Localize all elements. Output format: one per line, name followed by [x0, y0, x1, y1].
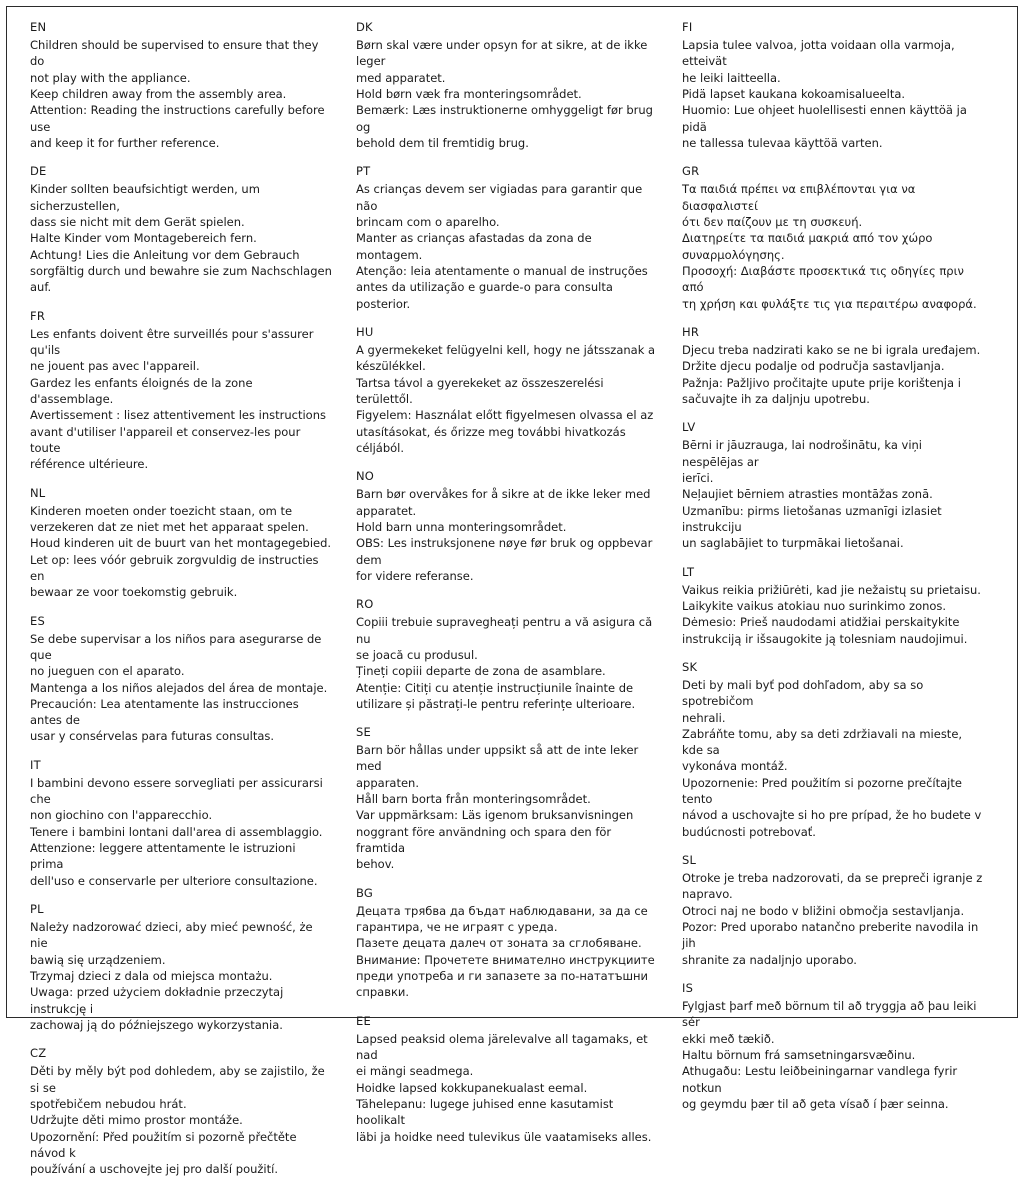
instruction-line: noggrant före användning och spara den för framtida [356, 824, 612, 856]
instruction-line: utasításokat, és őrizze meg további hivatkozás céljából. [356, 424, 626, 455]
language-code: GR [682, 164, 700, 179]
language-block [682, 325, 984, 407]
language-code: BG [356, 885, 373, 900]
instruction-line: brincam com o aparelho. [356, 214, 500, 229]
instruction-text [682, 342, 984, 407]
instruction-line: med apparatet. [356, 70, 446, 85]
instruction-line: verzekeren dat ze niet met het apparaat spelen. [30, 519, 309, 534]
instruction-line: Пазете децата далеч от зоната за сглобяване. [356, 936, 642, 951]
instruction-line: Fylgjast þarf með börnum til að tryggja að þau leiki sér [682, 999, 977, 1030]
instruction-line: Se debe supervisar a los niños para asegurarse de que [30, 631, 322, 662]
instruction-line: Manter as crianças afastadas da zona de montagem. [356, 231, 592, 262]
instruction-line: Διατηρείτε τα παιδιά μακριά από τον χώρο [682, 231, 933, 246]
instruction-line: гарантира, че не играят с уреда. [356, 920, 558, 935]
instruction-line: shranite za nadaljnjo uporabo. [682, 952, 857, 967]
language-block [356, 597, 658, 712]
instruction-line: Atenção: leia atentamente o manual de instruções [356, 263, 648, 278]
language-column [356, 20, 682, 1158]
instruction-line: I bambini devono essere sorvegliati per assicurarsi che [30, 775, 323, 807]
instruction-line: As crianças devem ser vigiadas para garantir que não [356, 182, 643, 213]
language-code: CZ [30, 1046, 47, 1061]
instruction-line: Attenzione: leggere attentamente le istruzioni prima [30, 841, 296, 872]
instruction-line: Atenție: Citiți cu atenție instrucțiunile înainte de [356, 680, 634, 695]
instruction-line: ne jouent pas avec l'appareil. [30, 359, 200, 374]
language-block [30, 20, 332, 151]
instruction-line: Trzymaj dzieci z dala od miejsca montażu. [30, 969, 273, 984]
instruction-line: Vaikus reikia prižiūrėti, kad jie nežaistų su prietaisu. [682, 582, 981, 597]
instruction-line: Bērni ir jāuzrauga, lai nodrošinātu, ka viņi nespēlējas ar [682, 438, 923, 469]
instruction-line: sorgfältig durch und bewahre sie zum Nachschlagen [30, 263, 332, 278]
instruction-line: справки. [356, 985, 410, 1000]
language-block [682, 981, 984, 1112]
instruction-line: un saglabājiet to turpmākai lietošanai. [682, 536, 904, 551]
instruction-line: Upozornenie: Pred použitím si pozorne prečítajte tento [682, 775, 962, 807]
instruction-text [30, 503, 332, 601]
instruction-line: auf. [30, 280, 52, 295]
language-code: SK [682, 659, 698, 674]
instruction-line: Achtung! Lies die Anleitung vor dem Gebrauch [30, 247, 300, 262]
instruction-line: преди употреба и ги запазете за по-нататъшни [356, 969, 649, 984]
instruction-line: Uwaga: przed użyciem dokładnie przeczytaj instrukcję i [30, 985, 284, 1016]
instruction-text [682, 870, 984, 968]
instruction-line: Deti by mali byť pod dohľadom, aby sa so spotrebičom [682, 677, 924, 709]
instruction-text [30, 775, 332, 889]
instruction-line: Pozor: Pred uporabo natančno preberite navodila in jih [682, 920, 979, 951]
instruction-line: τη χρήση και φυλάξτε τις για περαιτέρω αναφορά. [682, 296, 977, 311]
language-code: RO [356, 597, 374, 612]
instruction-text [682, 37, 984, 151]
instruction-line: behold dem til fremtidig brug. [356, 135, 529, 150]
instruction-text [30, 326, 332, 473]
language-block [356, 20, 658, 151]
instruction-line: Djecu treba nadzirati kako se ne bi igrala uređajem. [682, 342, 981, 357]
instruction-line: Athugaðu: Lestu leiðbeiningarnar vandlega fyrir notkun [682, 1064, 958, 1095]
language-code: DE [30, 164, 47, 179]
instruction-line: Udržujte děti mimo prostor montáže. [30, 1113, 243, 1128]
language-block [30, 758, 332, 889]
instruction-line: Figyelem: Használat előtt figyelmesen olvassa el az [356, 408, 654, 423]
instruction-line: apparaten. [356, 775, 419, 790]
language-code: ES [30, 613, 45, 628]
instruction-line: bawią się urządzeniem. [30, 952, 166, 967]
instruction-line: Laikykite vaikus atokiau nuo surinkimo zonos. [682, 598, 947, 613]
instruction-line: ei mängi seadmega. [356, 1064, 474, 1079]
instruction-line: készülékkel. [356, 359, 426, 374]
instruction-line: Tähelepanu: lugege juhised enne kasutamist hoolikalt [356, 1097, 614, 1128]
instruction-text [682, 998, 984, 1112]
instruction-text [682, 437, 984, 551]
instruction-line: Προσοχή: Διαβάστε προσεκτικά τις οδηγίες πριν από [682, 263, 964, 295]
instruction-line: Houd kinderen uit de buurt van het montagegebied. [30, 536, 332, 551]
instruction-line: budúcnosti potrebovať. [682, 824, 816, 839]
instruction-line: ne tallessa tulevaa käyttöä varten. [682, 135, 883, 150]
language-block [682, 853, 984, 968]
instruction-line: vykonáva montáž. [682, 759, 788, 774]
instruction-line: Børn skal være under opsyn for at sikre, at de ikke leger [356, 38, 648, 69]
language-block [682, 660, 984, 840]
instruction-line: Precaución: Lea atentamente las instrucciones antes de [30, 696, 299, 728]
instruction-line: Haltu börnum frá samsetningarsvæðinu. [682, 1048, 916, 1063]
instruction-line: Avertissement : lisez attentivement les instructions [30, 408, 326, 423]
instruction-line: dell'uso e conservarle per ulteriore consultazione. [30, 873, 318, 888]
instruction-line: Otroke je treba nadzorovati, da se prepreči igranje z [682, 871, 983, 886]
language-block [30, 614, 332, 745]
language-block [30, 1046, 332, 1177]
instruction-line: non giochino con l'apparecchio. [30, 808, 213, 823]
instruction-text [356, 37, 658, 151]
language-code: NL [30, 485, 46, 500]
instruction-line: Lapsia tulee valvoa, jotta voidaan olla varmoja, etteivät [682, 38, 955, 69]
language-code: PT [356, 164, 371, 179]
language-block [30, 309, 332, 473]
language-code: FR [30, 308, 46, 323]
instruction-text [356, 742, 658, 873]
instruction-line: Hold børn væk fra monteringsområdet. [356, 86, 582, 101]
instruction-line: bewaar ze voor toekomstig gebruik. [30, 585, 238, 600]
instruction-text [682, 582, 984, 647]
instruction-text [30, 631, 332, 745]
instruction-line: Kinderen moeten onder toezicht staan, om te [30, 503, 293, 518]
language-code: LT [682, 564, 695, 579]
instruction-line: avant d'utiliser l'appareil et conservez-les pour toute [30, 424, 301, 455]
language-code: DK [356, 20, 373, 34]
language-block [356, 725, 658, 873]
instruction-text [356, 614, 658, 712]
instruction-line: zachowaj ją do późniejszego wykorzystania. [30, 1018, 283, 1033]
language-code: IS [682, 981, 694, 996]
instruction-line: utilizare și păstrați-le pentru referințe ulterioare. [356, 696, 636, 711]
instruction-line: Les enfants doivent être surveillés pour s'assurer qu'ils [30, 326, 314, 357]
instruction-line: Keep children away from the assembly area. [30, 86, 287, 101]
instruction-text [30, 1063, 332, 1177]
instruction-line: Bemærk: Læs instruktionerne omhyggeligt før brug og [356, 103, 653, 134]
instruction-line: référence ultérieure. [30, 457, 149, 472]
instruction-line: Upozornění: Před použitím si pozorně přečtěte návod k [30, 1129, 297, 1161]
instruction-line: no jueguen con el aparato. [30, 664, 185, 679]
language-block [682, 565, 984, 647]
instruction-line: and keep it for further reference. [30, 135, 220, 150]
instruction-line: he leiki laitteella. [682, 70, 781, 85]
instruction-line: behov. [356, 857, 395, 872]
instruction-text [356, 342, 658, 456]
language-column [682, 20, 1008, 1125]
instruction-line: läbi ja hoidke need tulevikus üle vaatamiseks alles. [356, 1129, 652, 1144]
instruction-text [356, 486, 658, 584]
instruction-text [682, 181, 984, 312]
instruction-line: Lapsed peaksid olema järelevalve all tagamaks, et nad [356, 1031, 648, 1063]
instruction-line: usar y consérvelas para futuras consultas. [30, 729, 275, 744]
instruction-line: Децата трябва да бъдат наблюдавани, за да се [356, 903, 648, 918]
instruction-line: Țineți copiii departe de zona de asamblare. [356, 664, 606, 679]
instruction-line: napravo. [682, 887, 733, 902]
language-block [30, 902, 332, 1033]
instruction-line: ekki með tækið. [682, 1031, 775, 1046]
instruction-line: Let op: lees vóór gebruik zorgvuldig de instructies en [30, 552, 319, 583]
instruction-line: Hold barn unna monteringsområdet. [356, 519, 567, 534]
language-code: IT [30, 757, 41, 772]
instruction-line: nehrali. [682, 710, 726, 725]
instruction-line: Внимание: Прочетете внимателно инструкциите [356, 952, 655, 967]
instruction-line: Huomio: Lue ohjeet huolellisesti ennen käyttöä ja pidä [682, 103, 967, 134]
instruction-line: antes da utilização e guarde-o para consulta posterior. [356, 280, 613, 311]
instruction-text [30, 919, 332, 1033]
instruction-line: se joacă cu produsul. [356, 647, 478, 662]
instruction-line: og geymdu þær til að geta vísað í þær seinna. [682, 1097, 949, 1112]
language-code: HR [682, 324, 700, 339]
instruction-line: Halte Kinder vom Montagebereich fern. [30, 231, 257, 246]
instruction-line: for videre referanse. [356, 568, 474, 583]
language-code: HU [356, 324, 374, 339]
instruction-text [30, 181, 332, 295]
instruction-line: Hoidke lapsed kokkupanekualast eemal. [356, 1080, 588, 1095]
instruction-line: Gardez les enfants éloignés de la zone d'assemblage. [30, 375, 253, 406]
instruction-line: Var uppmärksam: Läs igenom bruksanvisningen [356, 808, 634, 823]
instruction-line: A gyermekeket felügyelni kell, hogy ne játsszanak a [356, 342, 656, 357]
instruction-line: Håll barn borta från monteringsområdet. [356, 792, 591, 807]
instruction-line: Pažnja: Pažljivo pročitajte upute prije korištenja i [682, 375, 961, 390]
language-code: PL [30, 902, 44, 917]
instruction-line: apparatet. [356, 503, 417, 518]
instruction-text [682, 677, 984, 840]
instruction-line: Barn bör hållas under uppsikt så att de inte leker med [356, 743, 639, 774]
language-block [682, 420, 984, 551]
instruction-line: používání a uschovejte jej pro další použití. [30, 1162, 278, 1177]
instruction-text [30, 37, 332, 151]
instruction-line: dass sie nicht mit dem Gerät spielen. [30, 214, 245, 229]
language-block [682, 164, 984, 312]
language-code: SL [682, 853, 697, 868]
instruction-line: Tartsa távol a gyerekeket az összeszerelési területtől. [356, 375, 604, 406]
instruction-line: Neļaujiet bērniem atrasties montāžas zonā. [682, 487, 933, 502]
instruction-line: instrukciją ir išsaugokite ją tolesniam naudojimui. [682, 631, 968, 646]
language-code: SE [356, 725, 371, 740]
instruction-line: ierīci. [682, 470, 714, 485]
language-column [30, 20, 356, 1191]
instruction-line: Τα παιδιά πρέπει να επιβλέπονται για να διασφαλιστεί [682, 182, 916, 213]
instruction-line: Children should be supervised to ensure that they do [30, 38, 319, 69]
instruction-line: Tenere i bambini lontani dall'area di assemblaggio. [30, 824, 323, 839]
language-code: EE [356, 1013, 371, 1028]
instruction-line: OBS: Les instruksjonene nøye før bruk og oppbevar dem [356, 536, 653, 567]
language-block [356, 469, 658, 584]
language-code: EN [30, 20, 47, 34]
language-block [356, 164, 658, 312]
instruction-line: Copiii trebuie supravegheați pentru a vă asigura că nu [356, 615, 653, 646]
language-code: LV [682, 420, 696, 435]
language-code: NO [356, 469, 375, 484]
instruction-line: Držite djecu podalje od područja sastavljanja. [682, 359, 945, 374]
language-block [356, 325, 658, 456]
instruction-line: Uzmanību: pirms lietošanas uzmanīgi izlasiet instrukciju [682, 503, 942, 534]
instruction-line: Otroci naj ne bodo v bližini območja sestavljanja. [682, 903, 965, 918]
instruction-line: Mantenga a los niños alejados del área de montaje. [30, 680, 328, 695]
instruction-text [356, 181, 658, 312]
instruction-line: συναρμολόγησης. [682, 247, 785, 262]
instruction-line: Barn bør overvåkes for å sikre at de ikke leker med [356, 487, 651, 502]
instruction-text [356, 1031, 658, 1145]
instruction-line: ότι δεν παίζουν με τη συσκευή. [682, 214, 863, 229]
instruction-line: Należy nadzorować dzieci, aby mieć pewność, że nie [30, 920, 313, 951]
language-columns [22, 14, 1008, 1191]
language-block [30, 164, 332, 295]
language-block [356, 886, 658, 1001]
instruction-line: návod a uschovajte si ho pre prípad, že ho budete v [682, 808, 982, 823]
instruction-line: Dėmesio: Prieš naudodami atidžiai perskaitykite [682, 615, 960, 630]
instruction-line: sačuvajte ih za daljnju upotrebu. [682, 391, 870, 406]
language-block [356, 1014, 658, 1145]
instruction-text [356, 903, 658, 1001]
instruction-line: spotřebičem nebudou hrát. [30, 1097, 187, 1112]
instruction-line: not play with the appliance. [30, 70, 191, 85]
language-block [682, 20, 984, 151]
language-block [30, 486, 332, 601]
instruction-line: Kinder sollten beaufsichtigt werden, um sicherzustellen, [30, 182, 260, 213]
instruction-line: Attention: Reading the instructions carefully before use [30, 103, 325, 134]
instruction-line: Děti by měly být pod dohledem, aby se zajistilo, že si se [30, 1064, 325, 1095]
language-code: FI [682, 20, 693, 34]
instruction-line: Pidä lapset kaukana kokoamisalueelta. [682, 86, 906, 101]
instruction-line: Zabráňte tomu, aby sa deti zdržiavali na mieste, kde sa [682, 726, 963, 758]
